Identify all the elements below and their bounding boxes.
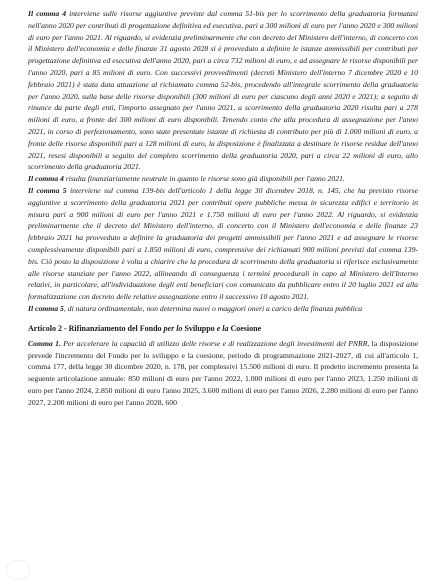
paragraph-lead: Il comma 4 [28,174,64,184]
heading-part: Articolo 2 - Rifinanziamento del Fondo [28,323,164,333]
paragraph-lead: Il comma 5 [28,185,67,195]
paragraph-comma-4-neutrality [28,173,418,185]
paragraph-body: la disposizione prevede l'incremento del Fondo per lo sviluppo e la coesione, periodo di programmazione 2021-2027, di cui all'articolo 1, comma 177, della legge 30 dicembre 2020, n. 178, per complessivi 15.500 milioni di euro. Il predetto incremento presenta la seguente articolazione annuale: 850 milioni di euro per l'anno 2022, 1.000 milioni di euro per l'anno 2023, 1.250 milioni di euro per l'anno 2024, 2.850 milioni di euro l'anno 2025, 3.600 milioni di euro per l'anno 2026, 2.280 milioni di euro per l'anno 2027, 2.200 milioni di euro per l'anno 2028, 600 [28,338,419,407]
paragraph-comma-5-neutrality [28,303,418,315]
heading-part: e la [216,323,229,333]
faint-stamp-mark [6,560,30,580]
paragraph-article-2-comma-1 [28,338,418,409]
paragraph-body: , di natura ordinamentale, non determina nuovi o maggiori oneri a carico della finanza pubblica [63,303,363,313]
paragraph-body: risulta finanziariamente neutrale in quanto le risorse sono già disponibili per l'anno 2021. [63,174,345,184]
paragraph-lead: Il comma 4 [28,9,67,18]
paragraph-lead: Il comma 5 [28,303,64,313]
paragraph-comma-5-description [28,185,418,303]
paragraph-body: interviene sulle risorse aggiuntive previste dal comma 51-bis per lo scorrimento della graduatoria formatasi nell'anno 2020 per contributi di progettazione definitiva ed esecutiva, pari a 300 milioni di euro per l'anno 2020 e 300 milioni di euro per l'anno 2021. Al riguardo, si evidenzia preliminarmente che con decreto del Ministero dell'interno, di concerto con il Ministero dell'economia e delle finanze 31 agosto 2028 si è provveduto a definire le istanze ammissibili per contributi per progettazione definitiva ed esecutiva dell'anno 2020, pari a circa 732 milioni di euro, e ad assegnare le risorse disponibili per l'anno 2020, pari a 85 milioni di euro. Con successivi provvedimenti (decreti Ministero dell'interno 7 dicembre 2020 e 10 febbraio 2021) è stata data attuazione al richiamato comma 52-bis, procedendo all'integrale scorrimento della graduatoria per l'anno 2020, sulla base delle risorse disponibili (300 milioni di euro per ciascuno degli anni 2020 e 2021); a seguito di rinunce da parte degli enti, l'importo assegnato per l'anno 2021, a scorrimento della graduatoria 2020 risulta pari a 278 milioni di euro, a fronte dei 300 milioni di euro disponibili. Tenendo conto che alla procedura di assegnazione per l'anno 2021, in corso di perfezionamento, sono state presentate istanze di richiesta di contributo per più di 1.000 milioni di euro, a fronte delle risorse disponibili pari a 128 milioni di euro, la disposizione è finalizzata a destinare le risorse residue dell'anno 2021, resesi disponibili a seguito del completo scorrimento della graduatoria 2020, pari a circa 22 milioni di euro, allo scorrimento della graduatoria 2021. [28,9,418,172]
heading-part: Coesione [228,323,262,333]
section-gap [28,315,418,323]
paragraph-body: interviene sul comma 139-bis dell'articolo 1 della legge 30 dicembre 2018, n. 145, che ha previsto risorse aggiuntive a scorrimento della graduatoria 2021 per contributi opere pubbliche messa in sicurezza edifici e territorio in misura pari a 900 milioni di euro per l'anno 2021 e 1.750 milioni di euro per l'anno 2022. Al riguardo, si evidenzia preliminarmente che il decreto del Ministero dell'interno, di concerto con il Ministero dell'economia e delle finanze 23 febbraio 2021 ha provveduto a definire la graduatoria dei progetti ammissibili per l'anno 2021 e ad assegnare le risorse complessivamente disponibili pari a 1.850 milioni di euro, comprensive dei richiamati 900 milioni previsti dal comma 139-bis. Ciò posto la disposizione è volta a chiarire che la procedura di scorrimento della graduatoria si riferisce esclusivamente alle risorse stanziate per l'anno 2022, allineando di conseguenza i termini procedurali in capo al Ministero dell'Interno relativi, in particolare, all'individuazione degli enti beneficiari con comunicato da pubblicare entro il 20 luglio 2021 ed alla formalizzazione con decreto delle relative assegnazione entro il successivo 10 agosto 2021. [28,185,418,302]
heading-part: per lo [163,323,183,333]
heading-part: Sviluppo [182,323,217,333]
paragraph-italic-body: Per accelerare la capacità di utilizzo delle risorse e di realizzazione degli investimenti del PNRR, [60,338,370,348]
paragraph-lead: Comma 1. [28,338,61,348]
article-2-heading [28,323,418,335]
paragraph-comma-4-description [28,8,418,173]
